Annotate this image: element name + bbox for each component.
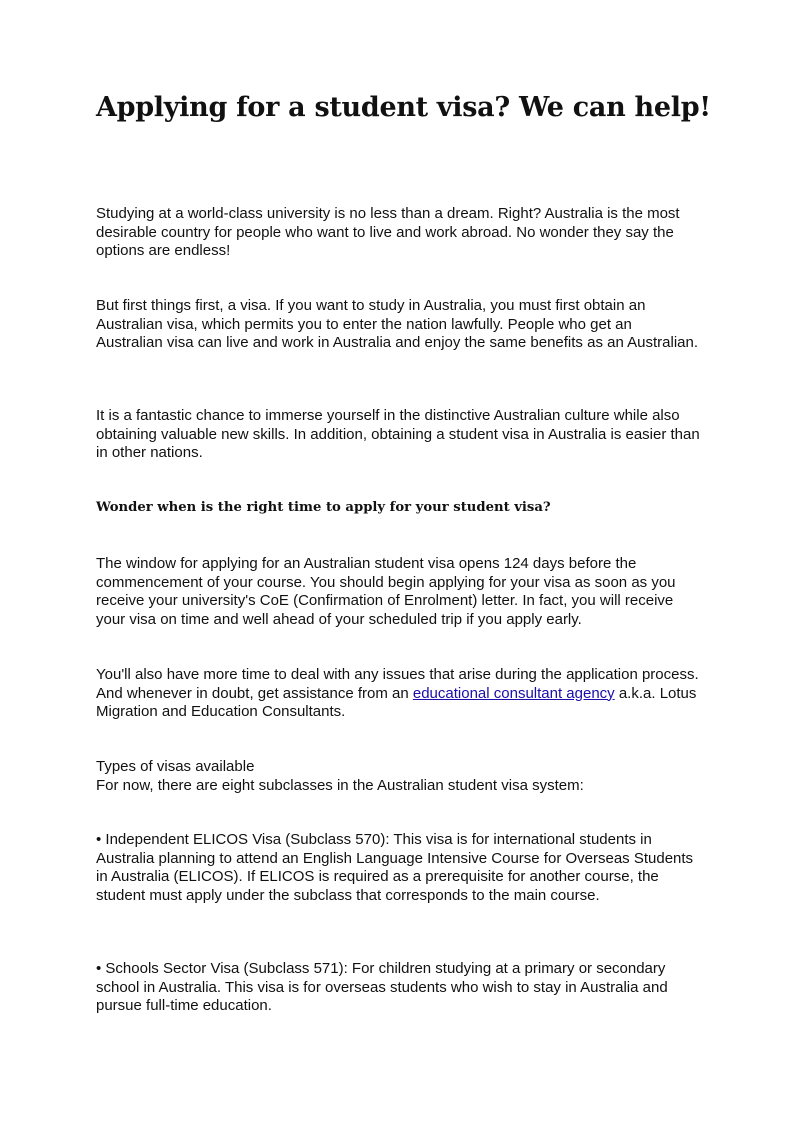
paragraph-chance: It is a fantastic chance to immerse yourself in the distinctive Australian culture while also obtaining valuable new skills. In addition, obtaining a student visa in Australia is easier than in other nations. <box>96 407 700 462</box>
paragraph-intro: Studying at a world-class university is no less than a dream. Right? Australia is the most desirable country for people who want to live and work abroad. No wonder they say the options are endless! <box>96 205 680 260</box>
bullet-subclass-570: • Independent ELICOS Visa (Subclass 570): This visa is for international students in Australia planning to attend an English Language Intensive Course for Overseas Students in Australia (ELICOS). If ELICOS is required as a prerequisite for another course, the student must apply under the subclass that corresponds to the main course. <box>96 831 694 904</box>
paragraph-more-time-text-start: You'll also have more time to deal with any issues that arise during the application process. And whenever in doubt, get assistance from an <box>96 666 699 702</box>
bullet-subclass-571: • Schools Sector Visa (Subclass 571): For children studying at a primary or secondary school in Australia. This visa is for overseas students who wish to stay in Australia and pursue full-time education. <box>96 960 668 1015</box>
paragraph-more-time-text-end: a.k.a. Lotus Migration and Education Consultants. <box>96 684 697 721</box>
educational-consultant-agency-link[interactable]: educational consultant agency <box>412 684 615 702</box>
paragraph-more-time <box>96 666 700 722</box>
page-title: Applying for a student visa? We can help! <box>96 92 711 123</box>
paragraph-window: The window for applying for an Australian student visa opens 124 days before the commencement of your course. You should begin applying for your visa as soon as you receive your university's CoE (Confirmation of Enrolment) letter. In fact, you will receive your visa on time and well ahead of your scheduled trip if you apply early. <box>96 555 676 628</box>
types-heading: Types of visas available <box>96 758 255 775</box>
section-subheading: Wonder when is the right time to apply for your student visa? <box>96 500 551 515</box>
paragraph-visa: But first things first, a visa. If you want to study in Australia, you must first obtain an Australian visa, which permits you to enter the nation lawfully. People who get an Australian visa can live and work in Australia and enjoy the same benefits as an Australian. <box>96 297 699 352</box>
types-intro: For now, there are eight subclasses in the Australian student visa system: <box>96 777 584 794</box>
